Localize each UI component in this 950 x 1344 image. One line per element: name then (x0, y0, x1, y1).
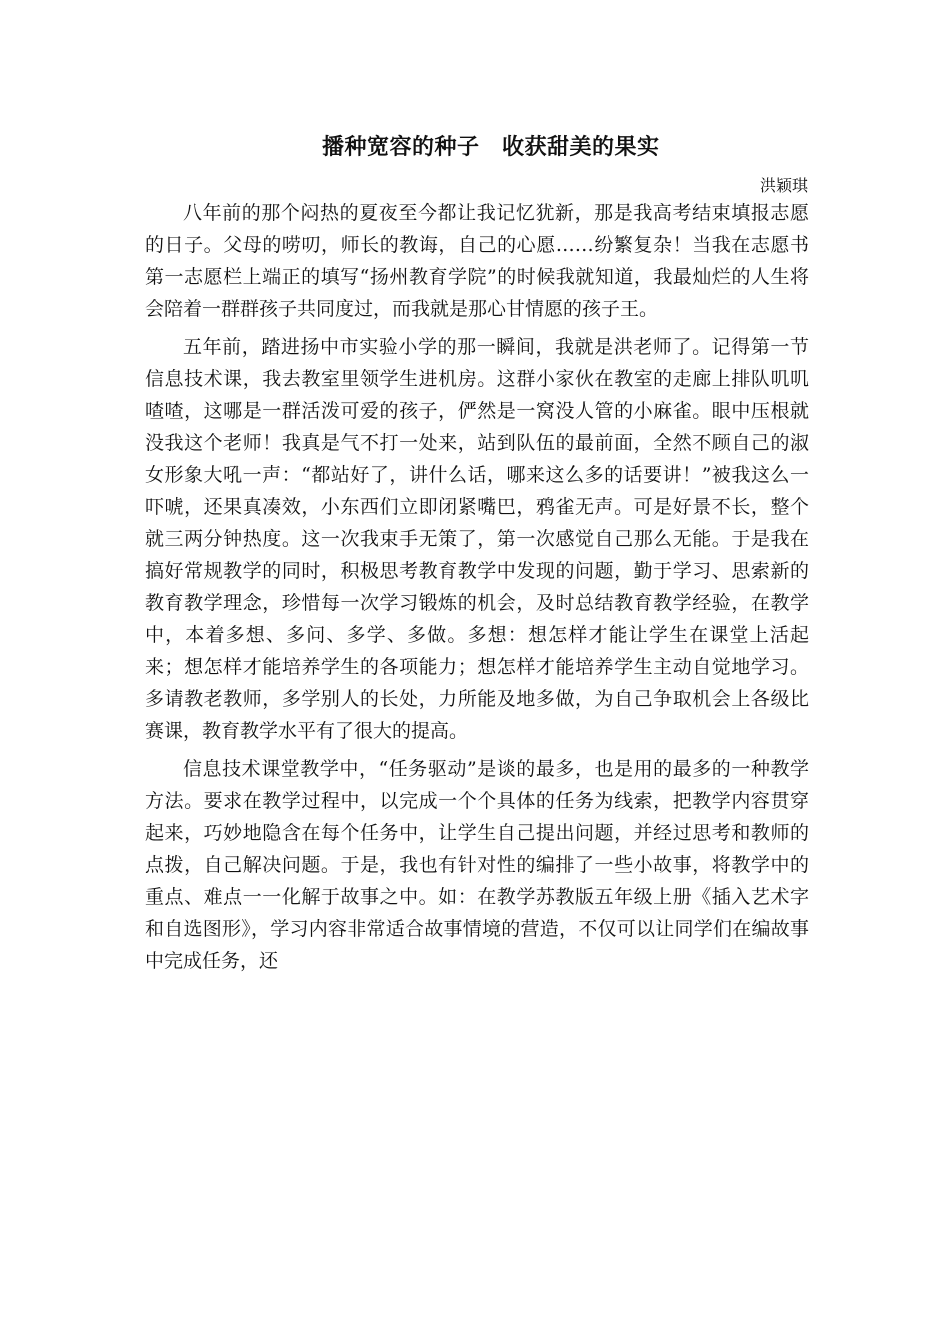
document-body (145, 197, 809, 977)
document-author: 洪颖琪 (759, 176, 808, 195)
document-title: 播种宽容的种子 收获甜美的果实 (322, 135, 660, 160)
paragraph-2: 五年前，踏进扬中市实验小学的那一瞬间，我就是洪老师了。记得第一节信息技术课，我去教室里领学生进机房。这群小家伙在教室的走廊上排队叽叽喳喳，这哪是一群活泼可爱的孩子，俨然是一窝没人管的小麻雀。眼中压根就没我这个老师！我真是气不打一处来，站到队伍的最前面，全然不顾自己的淑女形象大吼一声：“都站好了，讲什么话，哪来这么多的话要讲！”被我这么一吓唬，还果真凑效，小东西们立即闭紧嘴巴，鸦雀无声。可是好景不长，整个就三两分钟热度。这一次我束手无策了，第一次感觉自己那么无能。于是我在搞好常规教学的同时，积极思考教育教学中发现的问题，勤于学习、思索新的教育教学理念，珍惜每一次学习锻炼的机会，及时总结教育教学经验，在教学中，本着多想、多问、多学、多做。多想：想怎样才能让学生在课堂上活起来；想怎样才能培养学生的各项能力；想怎样才能培养学生主动自觉地学习。多请教老教师，多学别人的长处，力所能及地多做，为自己争取机会上各级比赛课，教育教学水平有了很大的提高。 (145, 336, 809, 742)
paragraph-3: 信息技术课堂教学中，“任务驱动”是谈的最多，也是用的最多的一种教学方法。要求在教学过程中，以完成一个个具体的任务为线索，把教学内容贯穿起来，巧妙地隐含在每个任务中，让学生自己提出问题，并经过思考和教师的点拨，自己解决问题。于是，我也有针对性的编排了一些小故事，将教学中的重点、难点一一化解于故事之中。如：在教学苏教版五年级上册《插入艺术字和自选图形》，学习内容非常适合故事情境的营造，不仅可以让同学们在编故事中完成任务，还 (145, 758, 809, 972)
paragraph-1: 八年前的那个闷热的夏夜至今都让我记忆犹新，那是我高考结束填报志愿的日子。父母的唠叨，师长的教诲，自己的心愿……纷繁复杂！当我在志愿书第一志愿栏上端正的填写“扬州教育学院”的时候我就知道，我最灿烂的人生将会陪着一群群孩子共同度过，而我就是那心甘情愿的孩子王。 (145, 202, 809, 320)
